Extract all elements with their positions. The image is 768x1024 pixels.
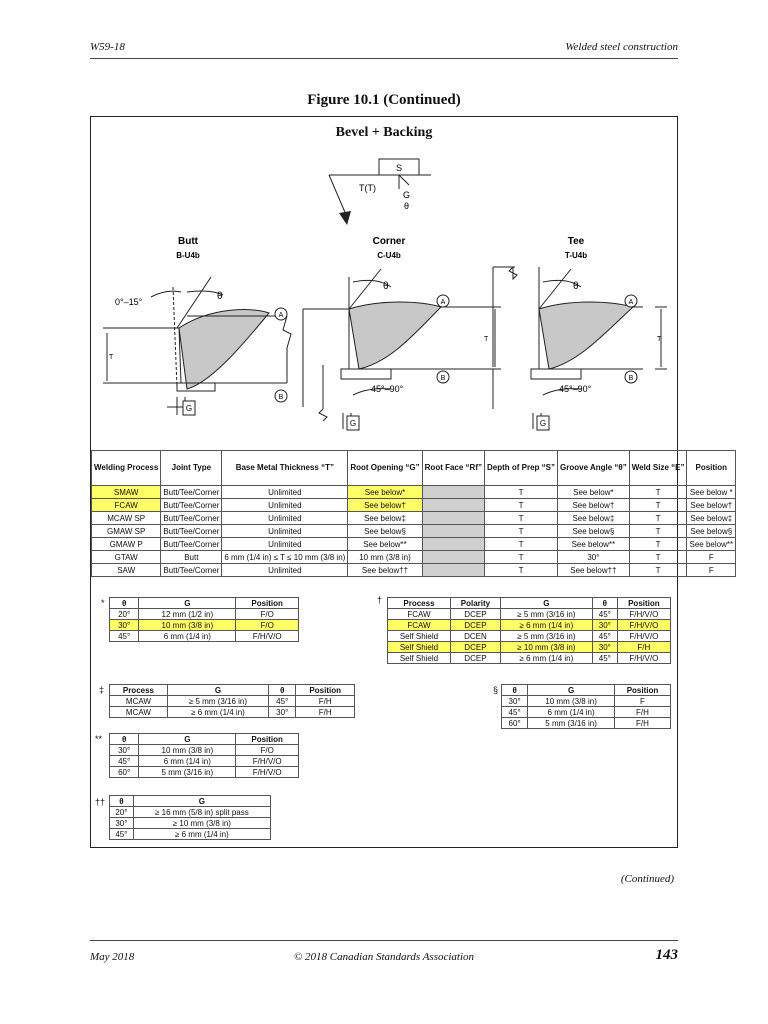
- table-cell: 45°: [269, 696, 296, 707]
- table-cell: GTAW: [92, 551, 161, 564]
- table-cell: See below**: [558, 538, 630, 551]
- table-cell: ≥ 5 mm (3/16 in): [500, 631, 592, 642]
- table-cell: [422, 499, 484, 512]
- table-cell: See below *: [687, 486, 736, 499]
- table-cell: ≥ 6 mm (1/4 in): [133, 829, 270, 840]
- table-cell: Unlimited: [222, 499, 348, 512]
- table-cell: See below‡: [348, 512, 422, 525]
- table-cell: Butt/Tee/Corner: [161, 512, 222, 525]
- table-cell: DCEP: [450, 653, 500, 664]
- note-section-table: [501, 684, 671, 729]
- table-cell: MCAW: [110, 696, 168, 707]
- table-cell: Butt/Tee/Corner: [161, 564, 222, 577]
- table-row: [388, 653, 671, 664]
- table-cell: F/H/V/O: [617, 653, 670, 664]
- header-section-title: Welded steel construction: [565, 41, 678, 53]
- table-header-cell: θ: [592, 598, 617, 609]
- butt-theta: θ: [217, 291, 223, 302]
- table-row: [92, 538, 736, 551]
- table-cell: T: [629, 499, 687, 512]
- table-cell: See below†: [558, 499, 630, 512]
- table-cell: See below**: [687, 538, 736, 551]
- table-cell: 30°: [502, 696, 528, 707]
- table-cell: Unlimited: [222, 512, 348, 525]
- table-header-cell: Process: [110, 685, 168, 696]
- table-cell: See below‡: [687, 512, 736, 525]
- table-cell: F/H/V/O: [617, 631, 670, 642]
- table-cell: See below†: [348, 499, 422, 512]
- table-cell: 30°: [592, 620, 617, 631]
- table-cell: 60°: [502, 718, 528, 729]
- table-cell: 45°: [592, 653, 617, 664]
- table-row: [110, 696, 355, 707]
- table-row: [92, 564, 736, 577]
- table-cell: F/H/V/O: [617, 620, 670, 631]
- table-cell: See below††: [348, 564, 422, 577]
- table-row: [388, 609, 671, 620]
- table-cell: F/H/V/O: [236, 756, 299, 767]
- table-cell: T: [485, 499, 558, 512]
- tee-b: B: [628, 375, 634, 382]
- table-cell: T: [485, 564, 558, 577]
- main-table-header: [92, 451, 736, 486]
- th-root-face: Root Face “Rf”: [422, 451, 484, 486]
- table-cell: 45°: [110, 829, 134, 840]
- table-cell: See below*: [558, 486, 630, 499]
- table-cell: Unlimited: [222, 525, 348, 538]
- th-process: Welding Process: [92, 451, 161, 486]
- table-cell: F/H: [614, 707, 670, 718]
- table-row: [110, 685, 355, 696]
- table-cell: F/H/V/O: [236, 631, 299, 642]
- table-cell: 10 mm (3/8 in): [348, 551, 422, 564]
- table-cell: 30°: [592, 642, 617, 653]
- weld-symbol: [329, 159, 431, 225]
- th-depth: Depth of Prep “S”: [485, 451, 558, 486]
- table-cell: FCAW: [92, 499, 161, 512]
- table-header-cell: G: [528, 685, 615, 696]
- table-cell: F/H: [296, 696, 355, 707]
- table-cell: ≥ 10 mm (3/8 in): [500, 642, 592, 653]
- table-header-cell: G: [500, 598, 592, 609]
- note-star-table: [109, 597, 299, 642]
- table-cell: GMAW P: [92, 538, 161, 551]
- symbol-tt: T(T): [359, 183, 376, 193]
- table-cell: FCAW: [388, 620, 451, 631]
- table-cell: F: [687, 564, 736, 577]
- table-cell: See below**: [348, 538, 422, 551]
- table-cell: Self Shield: [388, 653, 451, 664]
- table-cell: 60°: [110, 767, 139, 778]
- table-cell: ≥ 6 mm (1/4 in): [500, 620, 592, 631]
- table-cell: 10 mm (3/8 in): [528, 696, 615, 707]
- table-cell: F/H/V/O: [236, 767, 299, 778]
- table-cell: 20°: [110, 609, 139, 620]
- table-cell: 30°: [110, 745, 139, 756]
- table-header-cell: θ: [502, 685, 528, 696]
- table-header-cell: Polarity: [450, 598, 500, 609]
- table-cell: 30°: [110, 818, 134, 829]
- table-row: [110, 767, 299, 778]
- table-row: [388, 642, 671, 653]
- table-row: [388, 620, 671, 631]
- table-row: [388, 598, 671, 609]
- tee-name: Tee: [567, 236, 585, 247]
- th-weld-size: Weld Size “E”: [629, 451, 687, 486]
- table-cell: ≥ 5 mm (3/16 in): [500, 609, 592, 620]
- table-header-cell: θ: [269, 685, 296, 696]
- corner-code: C-U4b: [377, 251, 401, 260]
- symbol-theta: θ: [404, 201, 410, 211]
- table-cell: T: [485, 538, 558, 551]
- table-row: [92, 512, 736, 525]
- table-cell: 45°: [110, 631, 139, 642]
- table-cell: F: [687, 551, 736, 564]
- table-cell: [422, 525, 484, 538]
- table-cell: Unlimited: [222, 538, 348, 551]
- table-row: [92, 499, 736, 512]
- table-cell: F/O: [236, 745, 299, 756]
- butt-name: Butt: [178, 236, 198, 247]
- table-cell: ≥ 5 mm (3/16 in): [167, 696, 268, 707]
- corner-t: T: [484, 336, 489, 343]
- table-cell: 30°: [269, 707, 296, 718]
- table-cell: F/H: [296, 707, 355, 718]
- table-cell: 30°: [558, 551, 630, 564]
- table-cell: 45°: [592, 631, 617, 642]
- table-cell: 10 mm (3/8 in): [139, 745, 236, 756]
- footer-rule: [90, 940, 678, 941]
- joint-diagrams: [91, 117, 677, 450]
- header-rule: [90, 58, 678, 59]
- table-cell: [422, 538, 484, 551]
- table-cell: T: [629, 538, 687, 551]
- table-header-cell: Position: [236, 598, 299, 609]
- note-section-mark: §: [493, 685, 499, 695]
- table-header-cell: Position: [617, 598, 670, 609]
- corner-joint-drawing: [303, 269, 501, 430]
- note-ddagger-table: [109, 684, 355, 718]
- tee-a: A: [628, 299, 634, 306]
- table-row: [110, 818, 271, 829]
- table-cell: [422, 512, 484, 525]
- table-row: [502, 707, 671, 718]
- table-row: [388, 631, 671, 642]
- table-cell: ≥ 16 mm (5/8 in) split pass: [133, 807, 270, 818]
- table-header-cell: G: [139, 734, 236, 745]
- table-cell: Unlimited: [222, 486, 348, 499]
- table-cell: T: [485, 551, 558, 564]
- table-cell: F/H: [617, 642, 670, 653]
- table-cell: 6 mm (1/4 in) ≤ T ≤ 10 mm (3/8 in): [222, 551, 348, 564]
- table-cell: Butt/Tee/Corner: [161, 538, 222, 551]
- corner-theta: θ: [383, 281, 389, 292]
- table-cell: [422, 551, 484, 564]
- table-cell: ≥ 10 mm (3/8 in): [133, 818, 270, 829]
- th-joint: Joint Type: [161, 451, 222, 486]
- note-star-mark: *: [101, 598, 105, 608]
- note-ddag2-mark: ††: [95, 797, 106, 807]
- table-header-cell: G: [139, 598, 236, 609]
- box-title: Bevel + Backing: [335, 125, 433, 140]
- table-cell: Self Shield: [388, 642, 451, 653]
- table-header-cell: Position: [296, 685, 355, 696]
- table-cell: T: [485, 486, 558, 499]
- table-row: [110, 598, 299, 609]
- table-cell: Unlimited: [222, 564, 348, 577]
- table-cell: F/H: [614, 718, 670, 729]
- table-row: [110, 745, 299, 756]
- table-cell: See below*: [348, 486, 422, 499]
- note-dagger-table: [387, 597, 671, 664]
- table-cell: SMAW: [92, 486, 161, 499]
- table-cell: DCEP: [450, 609, 500, 620]
- table-cell: 5 mm (3/16 in): [139, 767, 236, 778]
- table-row: [110, 807, 271, 818]
- table-cell: T: [629, 486, 687, 499]
- table-cell: 45°: [592, 609, 617, 620]
- table-cell: 12 mm (1/2 in): [139, 609, 236, 620]
- th-thickness: Base Metal Thickness “T”: [222, 451, 348, 486]
- table-header-cell: G: [133, 796, 270, 807]
- butt-a: A: [278, 312, 284, 319]
- table-header-cell: Process: [388, 598, 451, 609]
- table-cell: DCEN: [450, 631, 500, 642]
- table-cell: ≥ 6 mm (1/4 in): [500, 653, 592, 664]
- butt-angle: 0°–15°: [115, 297, 143, 307]
- table-row: [110, 796, 271, 807]
- footer-date: May 2018: [90, 951, 135, 963]
- table-row: [92, 525, 736, 538]
- butt-code: B-U4b: [176, 251, 200, 260]
- table-cell: MCAW SP: [92, 512, 161, 525]
- tee-angle: 45°–90°: [559, 384, 592, 394]
- table-cell: [422, 564, 484, 577]
- table-row: [502, 718, 671, 729]
- table-header-cell: Position: [614, 685, 670, 696]
- table-cell: See below§: [348, 525, 422, 538]
- table-cell: DCEP: [450, 620, 500, 631]
- table-cell: F/O: [236, 609, 299, 620]
- table-cell: SAW: [92, 564, 161, 577]
- table-cell: T: [629, 564, 687, 577]
- table-cell: See below††: [558, 564, 630, 577]
- corner-a: A: [440, 299, 446, 306]
- table-row: [110, 631, 299, 642]
- symbol-g: G: [403, 190, 411, 200]
- table-row: [502, 696, 671, 707]
- table-cell: 6 mm (1/4 in): [139, 756, 236, 767]
- table-header-cell: G: [167, 685, 268, 696]
- table-row: [110, 707, 355, 718]
- table-cell: DCEP: [450, 642, 500, 653]
- corner-angle: 45°–90°: [371, 384, 404, 394]
- table-row: [502, 685, 671, 696]
- note-dagger-mark: †: [377, 595, 383, 605]
- corner-name: Corner: [372, 236, 406, 247]
- table-cell: F/O: [236, 620, 299, 631]
- figure-box: [90, 116, 734, 848]
- table-cell: T: [629, 525, 687, 538]
- table-cell: 30°: [110, 620, 139, 631]
- table-header-cell: Position: [236, 734, 299, 745]
- table-row: [110, 609, 299, 620]
- table-cell: Butt: [161, 551, 222, 564]
- table-cell: GMAW SP: [92, 525, 161, 538]
- table-cell: [422, 486, 484, 499]
- table-cell: Butt/Tee/Corner: [161, 499, 222, 512]
- table-cell: ≥ 6 mm (1/4 in): [167, 707, 268, 718]
- page-number: 143: [655, 947, 678, 963]
- tee-g: G: [539, 419, 547, 428]
- table-row: [110, 734, 299, 745]
- table-cell: See below†: [687, 499, 736, 512]
- corner-g: G: [349, 419, 357, 428]
- table-cell: T: [485, 525, 558, 538]
- table-cell: T: [629, 512, 687, 525]
- table-cell: 45°: [110, 756, 139, 767]
- tee-theta: θ: [573, 281, 579, 292]
- tee-t: T: [657, 336, 662, 343]
- table-cell: 6 mm (1/4 in): [528, 707, 615, 718]
- table-cell: T: [485, 512, 558, 525]
- header-doc-code: W59-18: [90, 41, 125, 53]
- table-cell: FCAW: [388, 609, 451, 620]
- note-ddag2-table: [109, 795, 271, 840]
- table-cell: F: [614, 696, 670, 707]
- butt-b: B: [278, 394, 284, 401]
- butt-joint-drawing: [103, 277, 291, 415]
- table-header-cell: θ: [110, 598, 139, 609]
- main-table: [91, 450, 736, 577]
- table-cell: Butt/Tee/Corner: [161, 486, 222, 499]
- th-position: Position: [687, 451, 736, 486]
- symbol-s: S: [395, 163, 403, 173]
- table-header-cell: θ: [110, 734, 139, 745]
- table-cell: See below§: [558, 525, 630, 538]
- th-root-opening: Root Opening “G”: [348, 451, 422, 486]
- table-cell: Butt/Tee/Corner: [161, 525, 222, 538]
- table-cell: Self Shield: [388, 631, 451, 642]
- note-dstar-table: [109, 733, 299, 778]
- table-row: [110, 829, 271, 840]
- note-dstar-mark: **: [95, 734, 103, 744]
- butt-g: G: [185, 404, 193, 413]
- corner-b: B: [440, 375, 446, 382]
- table-cell: 5 mm (3/16 in): [528, 718, 615, 729]
- table-row: [92, 551, 736, 564]
- th-groove-angle: Groove Angle “θ”: [558, 451, 630, 486]
- table-cell: MCAW: [110, 707, 168, 718]
- table-cell: 45°: [502, 707, 528, 718]
- table-row: [92, 486, 736, 499]
- footer-copyright: © 2018 Canadian Standards Association: [293, 951, 475, 963]
- table-header-cell: θ: [110, 796, 134, 807]
- table-cell: F/H/V/O: [617, 609, 670, 620]
- table-cell: 6 mm (1/4 in): [139, 631, 236, 642]
- table-row: [110, 620, 299, 631]
- table-cell: 10 mm (3/8 in): [139, 620, 236, 631]
- table-cell: 20°: [110, 807, 134, 818]
- butt-t: T: [109, 354, 114, 361]
- note-ddagger-mark: ‡: [99, 685, 105, 695]
- table-row: [110, 756, 299, 767]
- figure-title: Figure 10.1 (Continued): [307, 92, 461, 108]
- table-cell: See below‡: [558, 512, 630, 525]
- table-cell: T: [629, 551, 687, 564]
- tee-code: T-U4b: [564, 251, 588, 260]
- tee-joint-drawing: [493, 267, 667, 430]
- continued-note: (Continued): [620, 873, 674, 885]
- table-cell: See below§: [687, 525, 736, 538]
